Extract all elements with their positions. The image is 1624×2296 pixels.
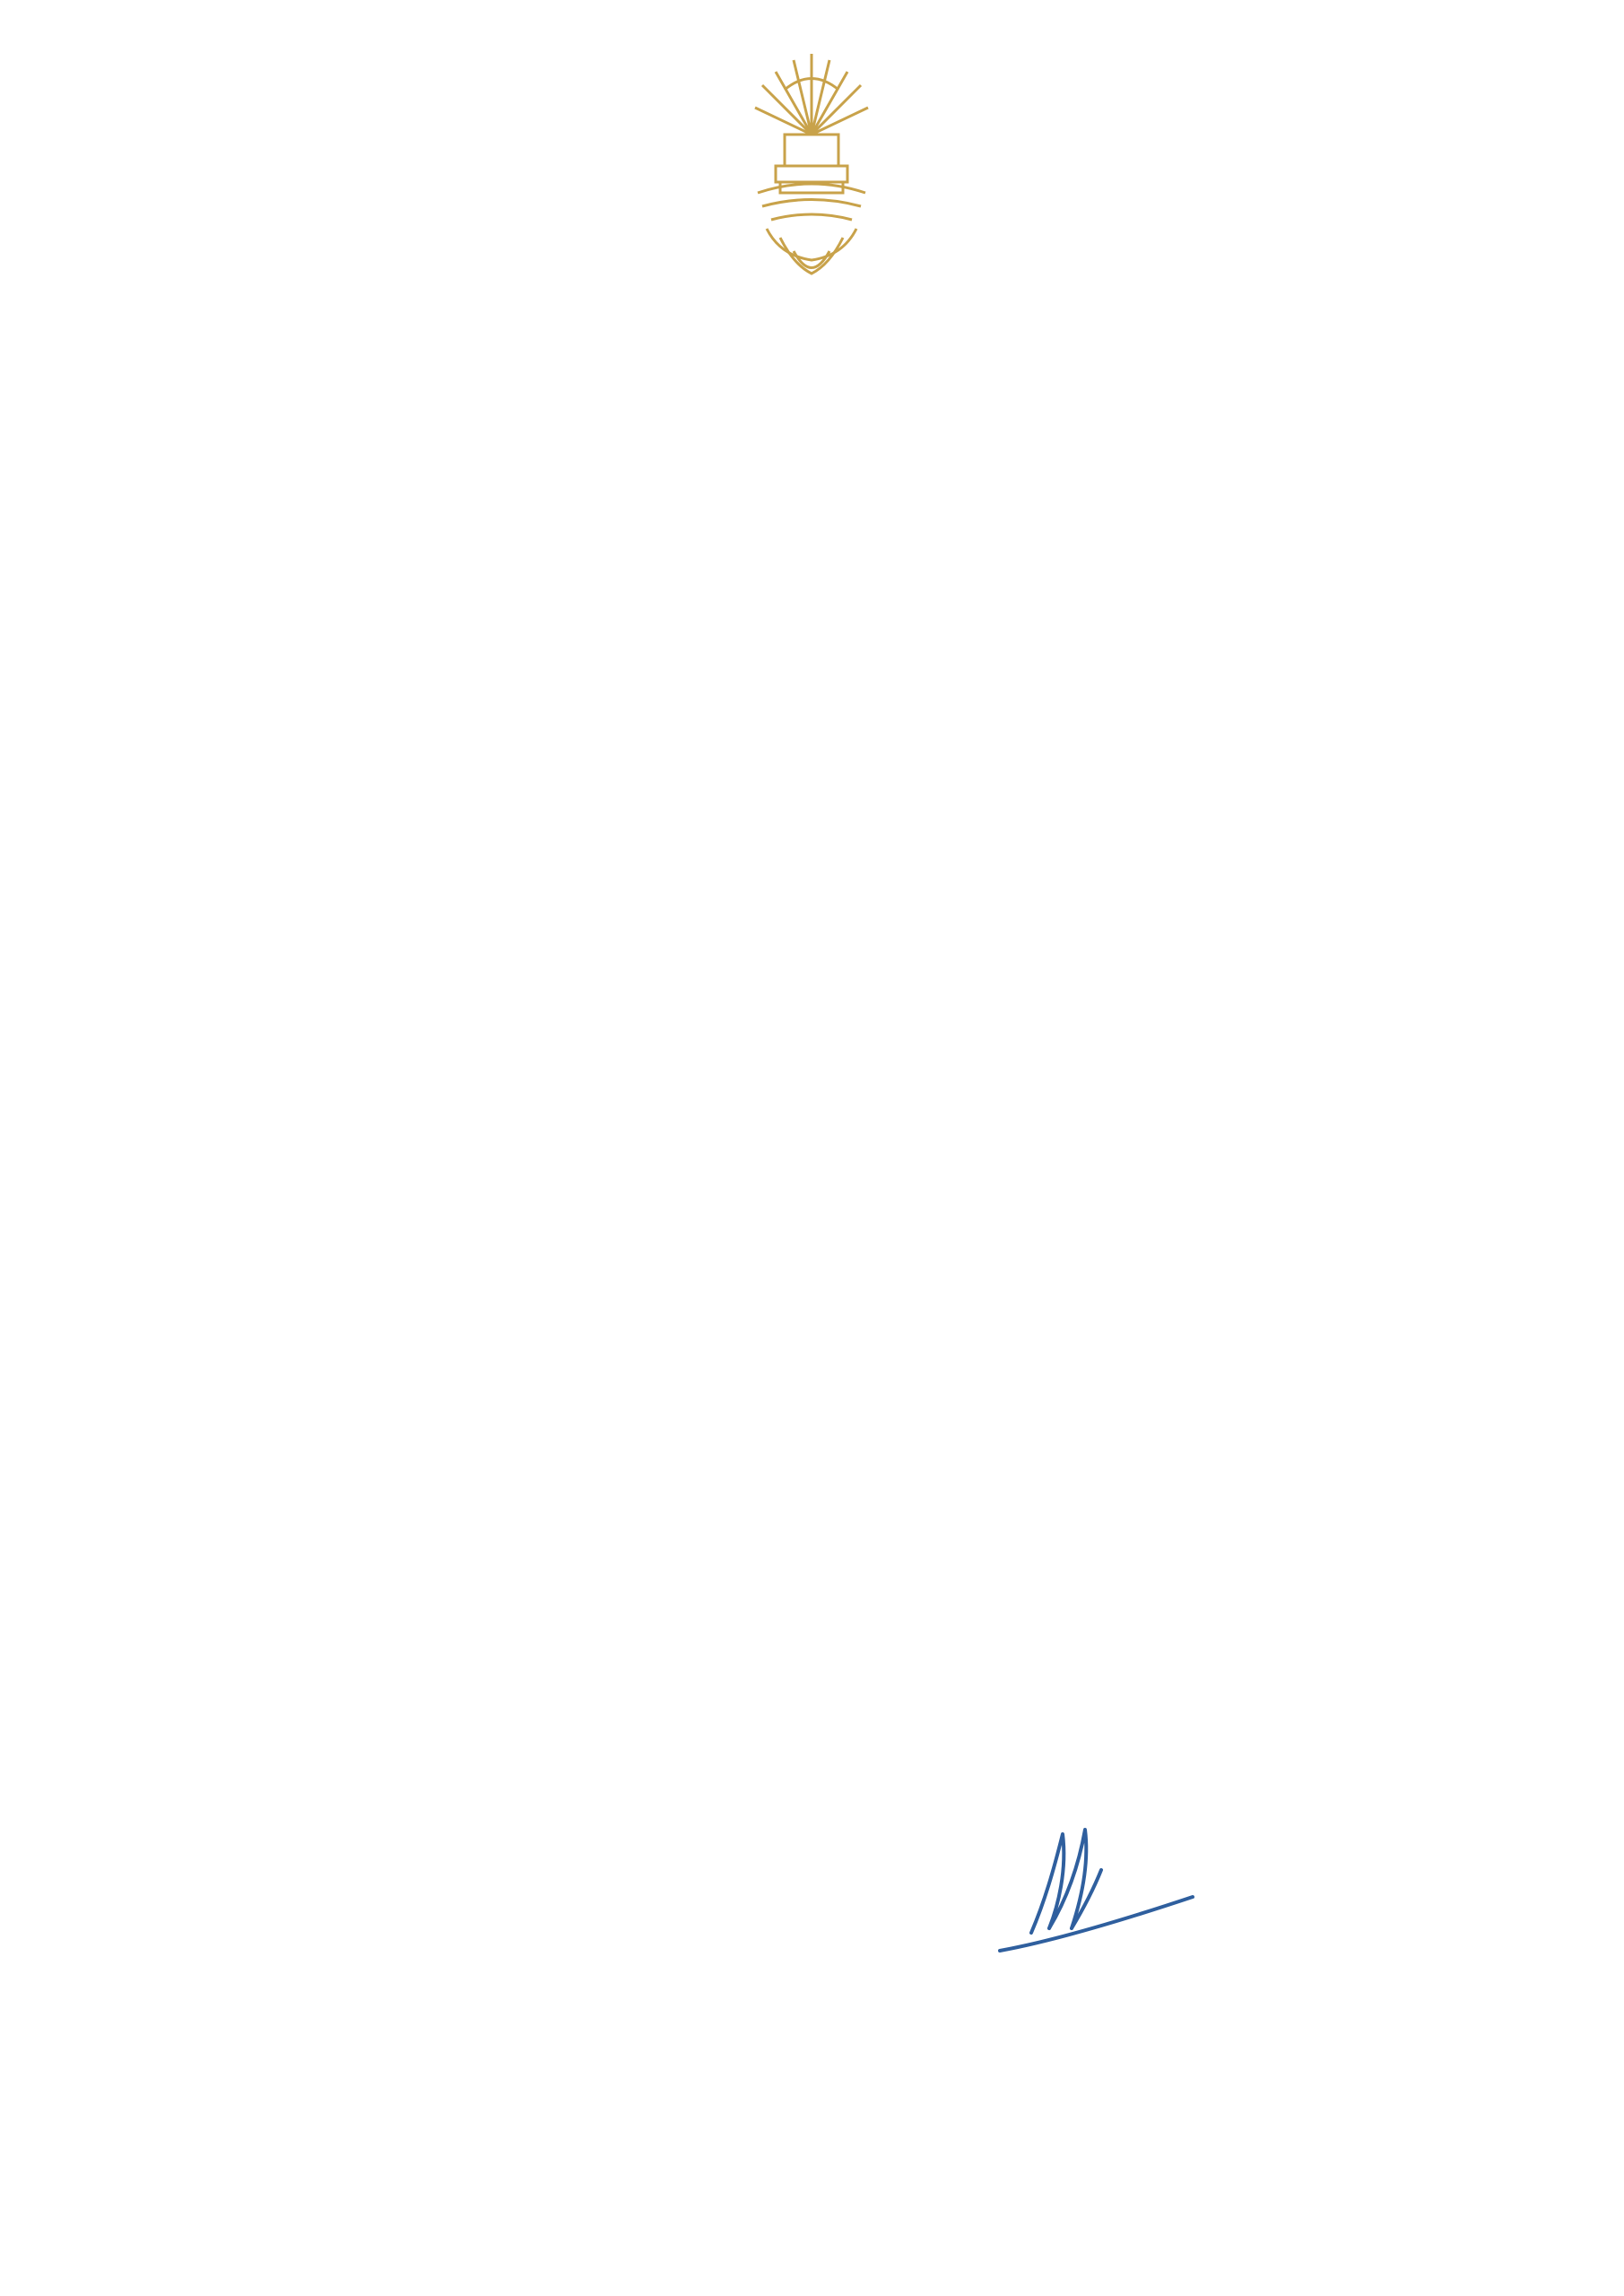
handwritten-signature-icon	[995, 1816, 1202, 1973]
text-line	[121, 1519, 1507, 1555]
salutation	[121, 798, 623, 839]
title-line	[642, 730, 983, 773]
text-line	[121, 1195, 1507, 1231]
header-line-2	[490, 375, 1135, 422]
text-line	[121, 1245, 1507, 1281]
title-line	[606, 547, 1019, 590]
letter-title-block	[0, 529, 1624, 773]
office-header	[0, 296, 1624, 422]
paragraph	[121, 870, 1507, 1057]
paragraph	[121, 1094, 1507, 1431]
text-line	[121, 1021, 1507, 1057]
title-line	[745, 608, 880, 651]
date-line	[829, 1742, 1484, 1779]
text-line	[121, 1295, 1507, 1331]
text-line	[121, 920, 1507, 956]
title-line	[445, 669, 1180, 712]
text-line	[121, 870, 1507, 906]
text-line	[121, 1345, 1507, 1381]
text-line	[121, 1144, 1507, 1180]
text-line	[121, 1469, 1507, 1505]
date-line	[829, 1686, 1484, 1724]
text-line	[121, 1593, 1507, 1629]
letter-body	[121, 870, 1507, 1666]
date-block	[829, 1686, 1484, 1797]
text-line	[121, 1094, 1507, 1130]
header-line-1	[508, 312, 1117, 359]
royal-emblem-icon	[744, 49, 879, 291]
text-line	[121, 1396, 1507, 1431]
paragraph	[121, 1593, 1507, 1629]
text-line	[121, 970, 1507, 1006]
paragraph	[121, 1469, 1507, 1555]
signer-name	[977, 1978, 1166, 2019]
